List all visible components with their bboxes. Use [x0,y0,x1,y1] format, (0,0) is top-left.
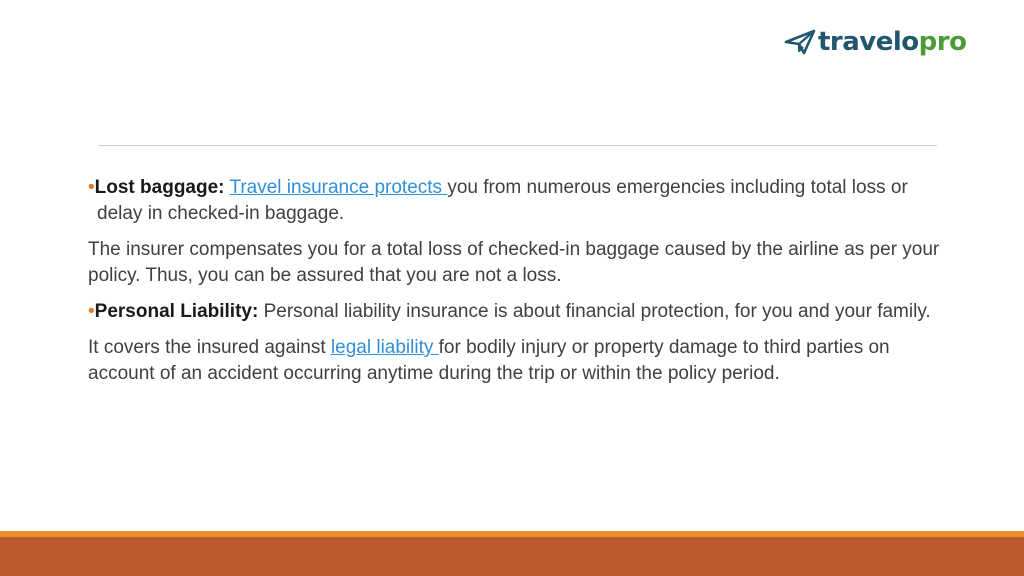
paragraph-text-after: for bodily injury or property damage to third parties on account of an accident occurring anytime during the trip or within the policy period. [88,337,890,384]
title-divider [99,145,937,146]
brand-name [818,29,966,55]
bullet-term: Lost baggage: [94,177,225,198]
paragraph-coverage [88,335,948,387]
footer-bar [0,537,1024,576]
bullet-term: Personal Liability: [94,301,259,322]
legal-liability-link[interactable]: legal liability [330,337,439,358]
brand-logo [784,22,1008,62]
bullet-text: Personal liability insurance is about financial protection, for you and your family. [258,301,931,322]
brand-name-main: travelo [818,27,919,57]
bullet-lost-baggage [88,175,948,227]
paragraph-compensation: The insurer compensates you for a total loss of checked-in baggage caused by the airline as per your policy. Thus, you can be assured that you are not a loss. [88,239,940,286]
bullet-text: you from numerous emergencies including total loss or delay in checked-in baggage. [97,177,908,224]
bullet-marker: • [88,301,95,322]
travel-insurance-link[interactable]: Travel insurance protects [229,177,448,198]
bullet-personal-liability [88,299,948,325]
slide-body [88,175,948,397]
paragraph-text-before: It covers the insured against [88,337,331,358]
paper-plane-icon [784,27,816,57]
bullet-marker: • [88,177,95,198]
brand-name-accent: pro [918,27,967,57]
